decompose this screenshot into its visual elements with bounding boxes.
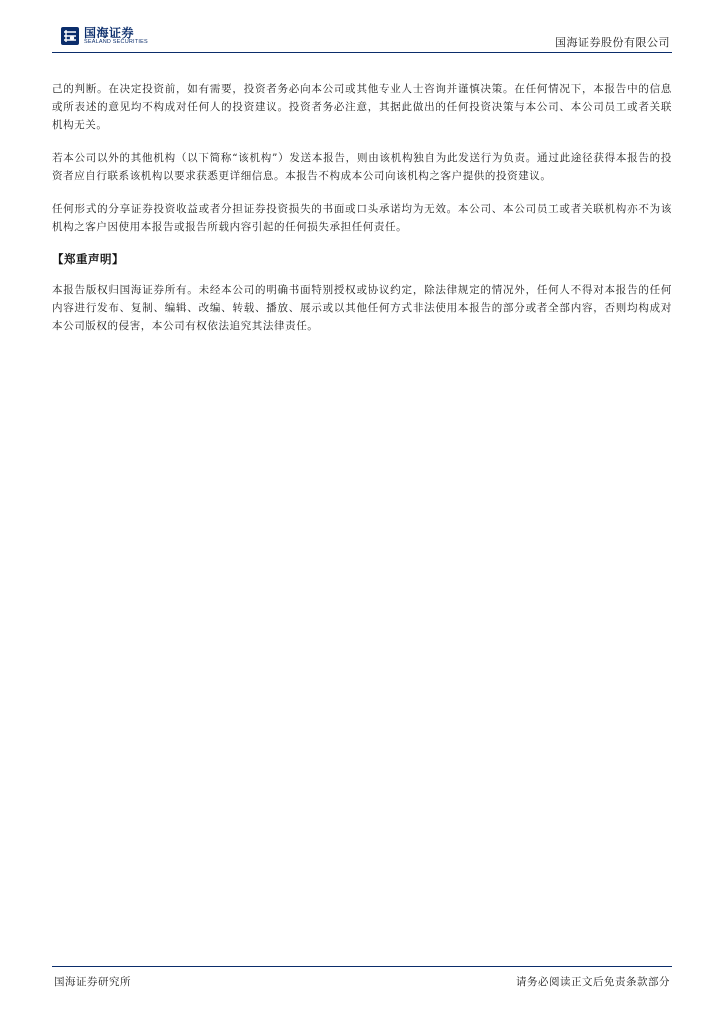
company-logo: [60, 26, 148, 46]
header-company-name: 国海证券股份有限公司: [555, 36, 670, 49]
logo-chinese-name: 国海证券: [84, 25, 135, 40]
footer-institute-name: 国海证券研究所: [54, 976, 131, 988]
logo-english-name: SEALAND SECURITIES: [84, 38, 148, 45]
disclaimer-paragraph: 若本公司以外的其他机构（以下简称“该机构”）发送本报告，则由该机构独自为此发送行为负责。通过此途径获得本报告的投资者应自行联系该机构以要求获悉更详细信息。本报告不构成本公司向该机构之客户提供的投资建议。: [52, 152, 672, 182]
copyright-paragraph: 本报告版权归国海证券所有。未经本公司的明确书面特别授权或协议约定，除法律规定的情况外，任何人不得对本报告的任何内容进行发布、复制、编辑、改编、转载、播放、展示或以其他任何方式非法使用本报告的部分或者全部内容，否则均构成对本公司版权的侵害，本公司有权依法追究其法律责任。: [52, 284, 672, 332]
page-footer: [52, 966, 672, 988]
sealand-logo-icon: [60, 26, 80, 46]
disclaimer-paragraph: 己的判断。在决定投资前，如有需要，投资者务必向本公司或其他专业人士咨询并谨慎决策。在任何情况下，本报告中的信息或所表述的意见均不构成对任何人的投资建议。投资者务必注意，其据此做出的任何投资决策与本公司、本公司员工或者关联机构无关。: [52, 83, 672, 131]
disclaimer-body: [52, 80, 672, 350]
page-header: [52, 26, 672, 53]
footer-disclaimer-note: 请务必阅读正文后免责条款部分: [516, 976, 670, 988]
disclaimer-paragraph: 任何形式的分享证券投资收益或者分担证券投资损失的书面或口头承诺均为无效。本公司、本公司员工或者关联机构亦不为该机构之客户因使用本报告或报告所载内容引起的任何损失承担任何责任。: [52, 203, 672, 233]
section-title-solemn-declaration: 【郑重声明】: [52, 252, 124, 266]
